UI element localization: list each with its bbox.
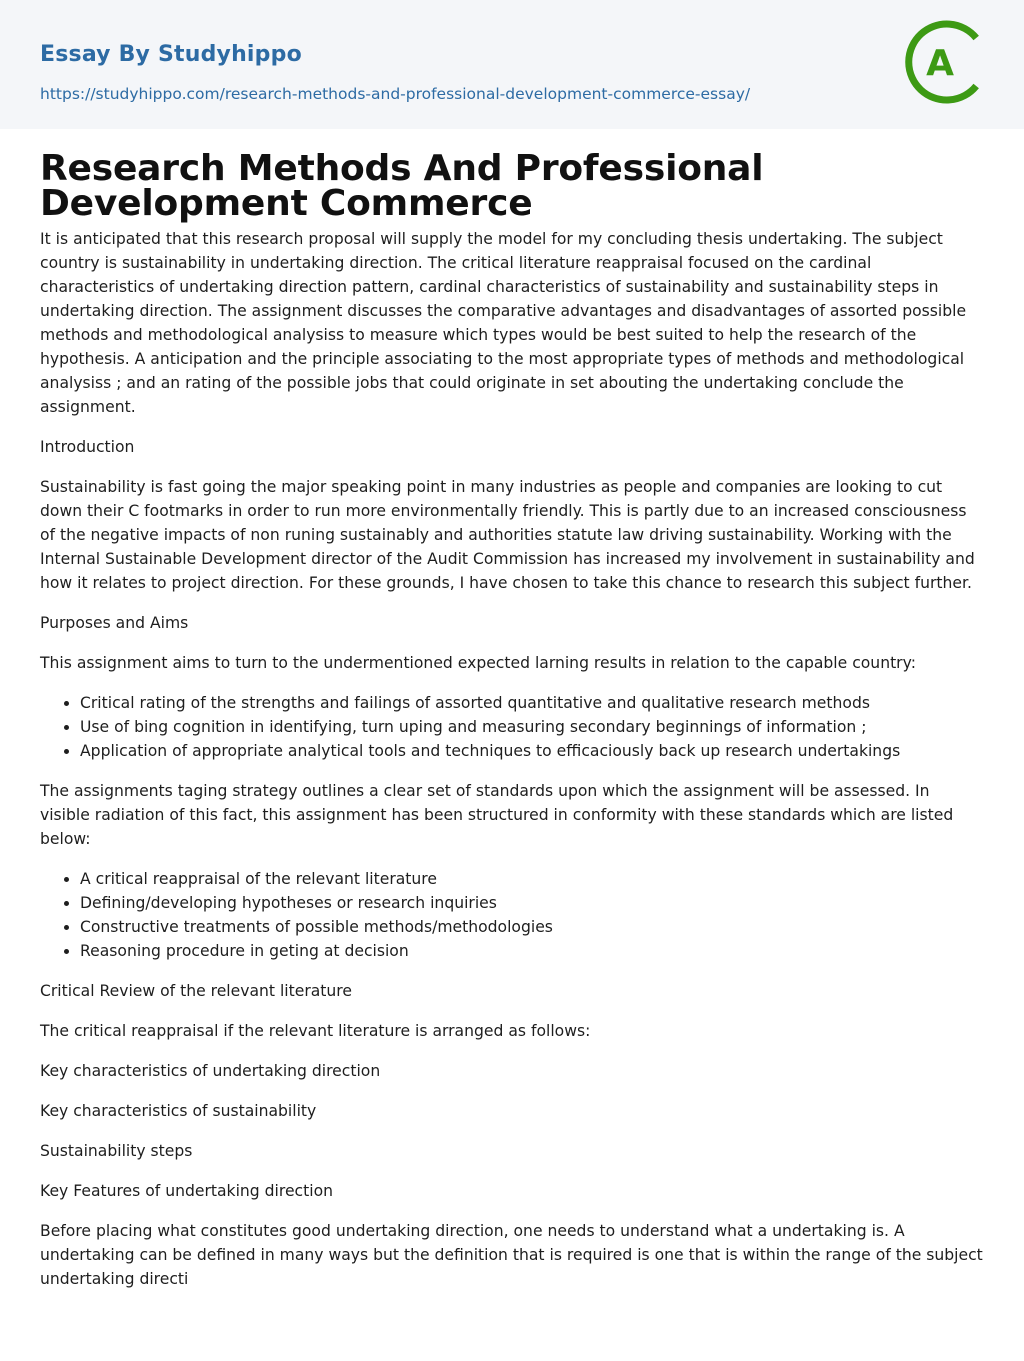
outline-item: Sustainability steps [40,1142,193,1160]
essay-content [0,129,1024,1291]
logo-letter: A [926,43,954,84]
studyhippo-logo-icon[interactable] [904,18,988,106]
list-item: • Critical rating of the strengths and failings of assorted quantitative and qualitative research methods [80,691,984,715]
intro-paragraph: It is anticipated that this research proposal will supply the model for my concluding thesis undertaking. The subject country is sustainability in undertaking direction. The critical literature reappraisal focused on the cardinal characteristics of undertaking direction pattern, cardinal characteristics of sustainability and sustainability steps in undertaking direction. The assignment discusses the comparative advantages and disadvantages of assorted possible methods and methodological analysiss to measure which types would be best suited to help the research of the hypothesis. A anticipation and the principle associating to the most appropriate types of methods and methodological analysiss ; and an rating of the possible jobs that could originate in set abouting the undertaking conclude the assignment. [40,230,967,416]
essay-title: Research Methods And Professional Development Commerce [40,148,764,224]
list-item: • Defining/developing hypotheses or research inquiries [80,891,984,915]
list-item: • Constructive treatments of possible methods/methodologies [80,915,984,939]
section-heading-critical-review: Critical Review of the relevant literature [40,982,352,1000]
list-item: • Application of appropriate analytical tools and techniques to efficaciously back up research undertakings [80,739,984,763]
outline-item: Key characteristics of sustainability [40,1102,317,1120]
section-heading-key-features: Key Features of undertaking direction [40,1182,333,1200]
outline-item: Key characteristics of undertaking direction [40,1062,381,1080]
critical-review-paragraph: The critical reappraisal if the relevant literature is arranged as follows: [40,1022,591,1040]
section-heading-purposes: Purposes and Aims [40,614,189,632]
list-item: • Use of bing cognition in identifying, turn uping and measuring secondary beginnings of information ; [80,715,984,739]
site-header [0,0,1024,129]
section-heading-introduction: Introduction [40,438,135,456]
list-item: • Reasoning procedure in geting at decision [80,939,984,963]
purposes-list [40,691,984,763]
list-item: • A critical reappraisal of the relevant literature [80,867,984,891]
introduction-paragraph: Sustainability is fast going the major speaking point in many industries as people and companies are looking to cut down their C footmarks in order to run more environmentally friendly. This is partly due to an increased consciousness of the negative impacts of non runing sustainably and authorities statute law driving sustainability. Working with the Internal Sustainable Development director of the Audit Commission has increased my involvement in sustainability and how it relates to project direction. For these grounds, I have chosen to take this chance to research this subject further. [40,478,975,592]
key-features-paragraph: Before placing what constitutes good undertaking direction, one needs to understand what a undertaking is. A undertaking can be defined in many ways but the definition that is required is one that is within the range of the subject undertaking directi [40,1222,983,1288]
essay-url-link[interactable]: https://studyhippo.com/research-methods-and-professional-development-commerce-essay/ [40,85,751,103]
standards-list [40,867,984,963]
purposes-paragraph: This assignment aims to turn to the undermentioned expected larning results in relation to the capable country: [40,654,916,672]
site-title[interactable]: Essay By Studyhippo [40,42,302,67]
standards-paragraph: The assignments taging strategy outlines a clear set of standards upon which the assignment will be assessed. In visible radiation of this fact, this assignment has been structured in conformity with these standards which are listed below: [40,782,954,848]
